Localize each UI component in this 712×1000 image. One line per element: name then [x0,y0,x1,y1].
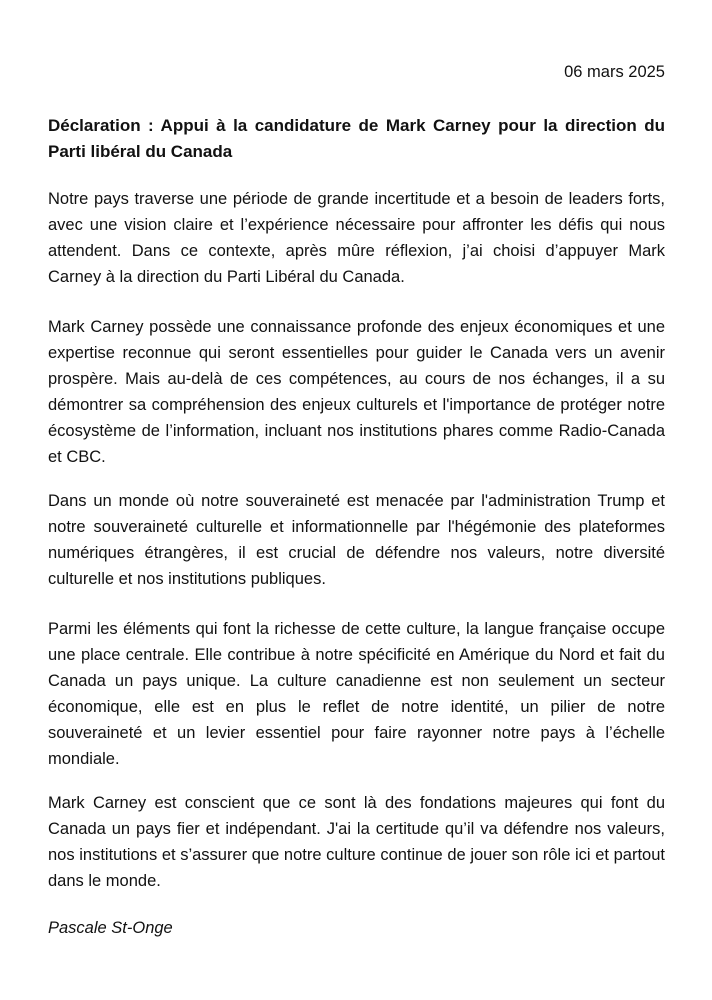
document-title: Déclaration : Appui à la candidature de Mark Carney pour la direction du Parti libéral du Canada [48,116,665,161]
body-paragraph-4: Parmi les éléments qui font la richesse de cette culture, la langue française occupe une place centrale. Elle contribue à notre spécificité en Amérique du Nord et fait du Canada un pays unique. La culture canadienne est non seulement un secteur économique, elle est en plus le reflet de notre identité, un pilier de notre souveraineté et un levier essentiel pour faire rayonner notre pays à l’échelle mondiale. [48,620,665,768]
signature: Pascale St-Onge [48,919,173,937]
document-page [48,0,665,1000]
body-paragraph-2: Mark Carney possède une connaissance profonde des enjeux économiques et une expertise reconnue qui seront essentielles pour guider le Canada vers un avenir prospère. Mais au-delà de ces compétences, au cours de nos échanges, il a su démontrer sa compréhension des enjeux culturels et l'importance de protéger notre écosystème de l’information, incluant nos institutions phares comme Radio-Canada et CBC. [48,318,665,466]
body-paragraph-1: Notre pays traverse une période de grande incertitude et a besoin de leaders forts, avec une vision claire et l’expérience nécessaire pour affronter les défis qui nous attendent. Dans ce contexte, après mûre réflexion, j’ai choisi d’appuyer Mark Carney à la direction du Parti Libéral du Canada. [48,190,665,286]
document-date: 06 mars 2025 [564,63,665,81]
body-paragraph-5: Mark Carney est conscient que ce sont là des fondations majeures qui font du Canada un pays fier et indépendant. J'ai la certitude qu’il va défendre nos valeurs, nos institutions et s’assurer que notre culture continue de jouer son rôle ici et partout dans le monde. [48,794,665,890]
body-paragraph-3: Dans un monde où notre souveraineté est menacée par l'administration Trump et notre souveraineté culturelle et informationnelle par l'hégémonie des plateformes numériques étrangères, il est crucial de défendre nos valeurs, notre diversité culturelle et nos institutions publiques. [48,492,665,588]
